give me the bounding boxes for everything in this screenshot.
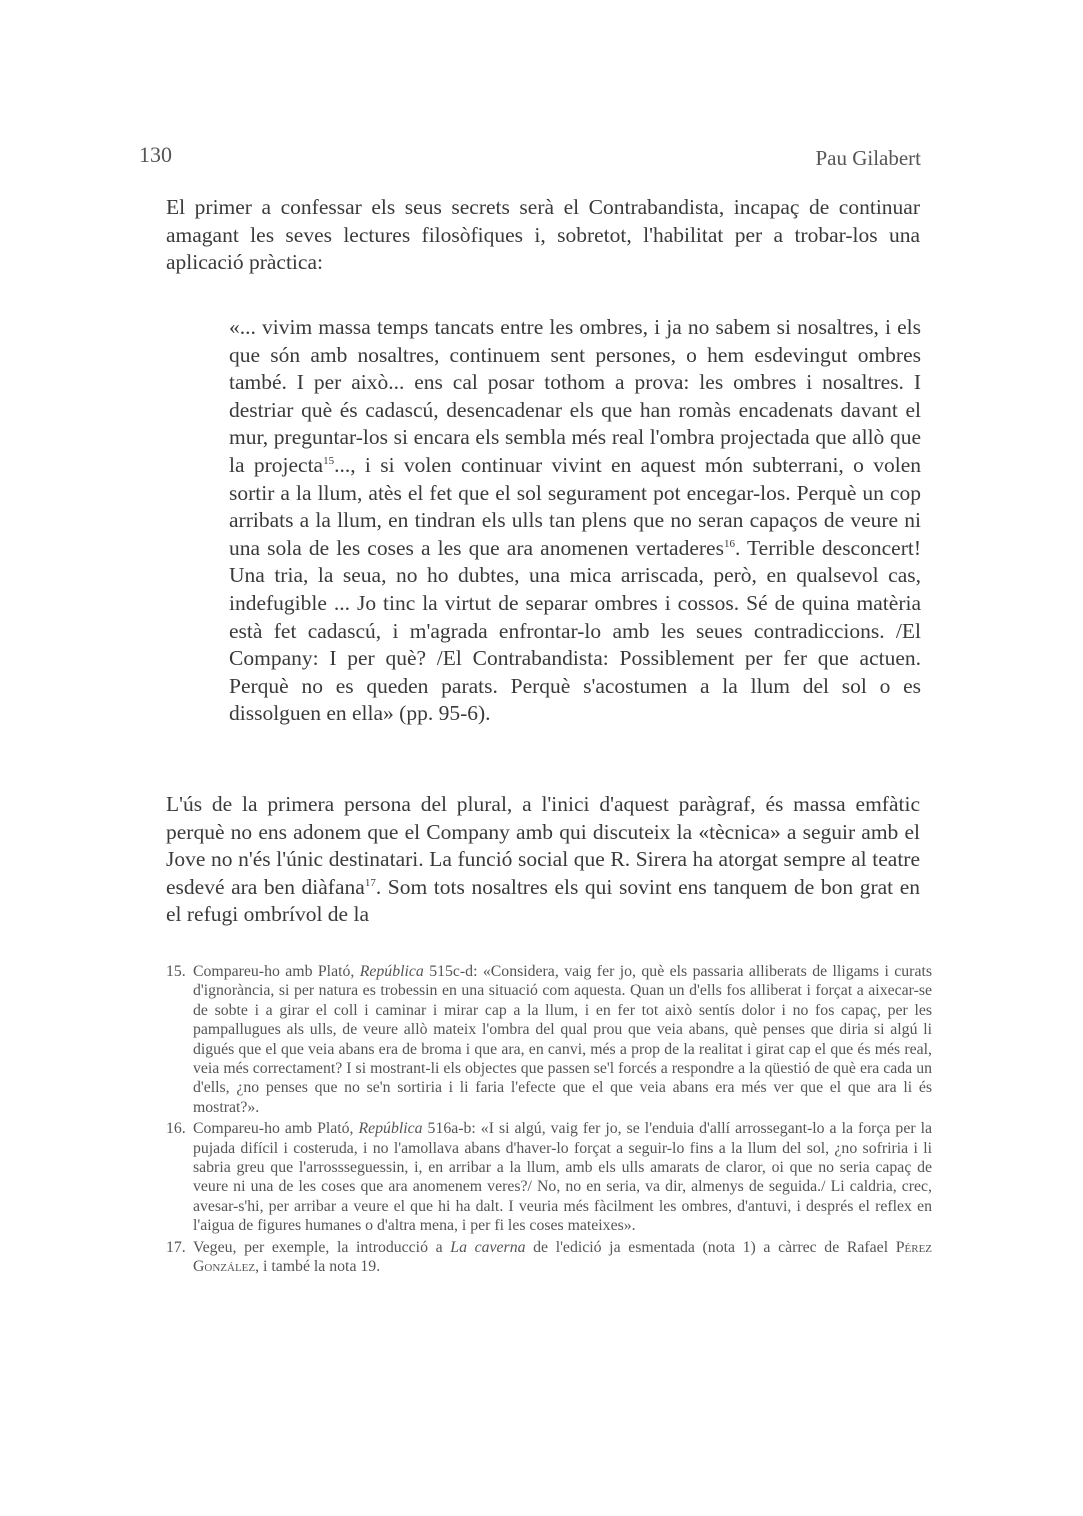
- footnote-text: [193, 962, 932, 1117]
- footnote-17: [166, 1238, 932, 1277]
- page-number: 130: [139, 142, 172, 167]
- quote-text-3: . Terrible desconcert! Una tria, la seua, no ho dubtes, una mica arriscada, però, en qualsevol cas, indefugible ... Jo tinc la virtut de separar ombres i cossos. Sé de quina matèria està fet cadascú, i m'agrada enfrontar-lo amb les seues contradiccions. /El Company: I per què? /El Contrabandista: Possiblement per fer que actuen. Perquè no es queden parats. Perquè s'acostumen a la llum del sol o es dissolguen en ella» (pp. 95-6).: [229, 535, 921, 726]
- block-quote: [229, 314, 921, 728]
- footnote-number: 15.: [166, 963, 186, 980]
- footnote-end: , i també la nota 19.: [255, 1258, 381, 1276]
- body-paragraph: [166, 791, 920, 929]
- footnote-pre: Compareu-ho amb Plató,: [193, 1120, 359, 1138]
- footnote-15: [166, 962, 932, 1117]
- work-title: La caverna: [450, 1238, 526, 1256]
- body-text-1: L'ús de la primera persona del plural, a l'inici d'aquest paràgraf, és massa emfàtic perquè no ens adonem que el Company amb qui discuteix la «tècnica» a seguir amb el Jove no n'és l'únic destinatari. La funció social que R. Sirera ha atorgat sempre al teatre esdevé ara ben diàfana: [166, 792, 920, 899]
- body-text-2: . Som tots nosaltres els qui sovint ens tanquem de bon grat en el refugi ombrívol de la: [166, 874, 921, 926]
- running-head: Pau Gilabert: [815, 146, 921, 170]
- footnote-ref-15[interactable]: 15: [323, 454, 335, 467]
- footnote-pre: Vegeu, per exemple, la introducció a: [193, 1238, 451, 1256]
- intro-paragraph: El primer a confessar els seus secrets serà el Contrabandista, incapaç de continuar amagant les seves lectures filosòfiques i, sobretot, l'habilitat per a trobar-los una aplicació pràctica:: [166, 195, 920, 274]
- footnote-text: [193, 1238, 932, 1277]
- quote-text-1: «... vivim massa temps tancats entre les ombres, i ja no sabem si nosaltres, i els que són amb nosaltres, continuem sent persones, o hem esdevingut ombres també. I per això... ens cal posar tothom a prova: les ombres i nosaltres. I destriar què és cadascú, desencadenar els que han romàs encadenats davant el mur, preguntar-los si encara els sembla més real l'ombra projectada que allò que la projecta: [229, 315, 921, 477]
- quote-text-2: ..., i si volen continuar vivint en aquest món subterrani, o volen sortir a la llum, atès el fet que el sol segurament pot encegar-los. Perquè un cop arribats a la llum, en tindran els ulls tan plens que no seran capaços de veure ni una sola de les coses a les que ara anomenen vertaderes: [229, 452, 921, 560]
- work-title: República: [359, 963, 424, 980]
- footnote-number: 16.: [166, 1120, 186, 1138]
- footnote-post: 516a-b: «I si algú, vaig fer jo, se l'enduia d'allí arrossegant-lo a la força per la pujada difícil i costeruda, i no l'amollava abans d'haver-lo forçat a seguir-lo fins a la llum del sol, ¿no sofriria i li sabria greu que l'arrossseguessin, i, en arribar a la llum, amb els ulls amarats de claror, oi que no seria capaç de veure ni una de les coses que ara anomenem veres?/ No, no en seria, va dir, almenys de seguida./ Li caldria, crec, avesar-s'hi, per arribar a veure el que hi ha dalt. I veuria més fàcilment les ombres, d'antuvi, i després el reflex en l'aigua de figures humanes o d'altra mena, i per fi les coses mateixes».: [193, 1120, 932, 1235]
- footnote-ref-16[interactable]: 16: [723, 537, 735, 550]
- footnote-number: 17.: [166, 1238, 186, 1256]
- author-name: Pérez González: [193, 1238, 933, 1276]
- footnote-post: 515c-d: «Considera, vaig fer jo, què els passaria alliberats de lligams i curats d'ignorància, si per natura es trobessin en una situació com aquesta. Quan un d'ells fos alliberat i forçat a aixecar-se de sobte i a girar el coll i caminar i mirar cap a la llum, i en fer tot això sentís dolor i no fos capaç, per les pampallugues als ulls, de veure allò mateix l'ombra del qual prou que veia abans, què penses que diria si algú li digués que el que veia abans era de broma i que ara, en canvi, més a prop de la realitat i girat cap el que és més real, veia més correctament? I si mostrant-li els objectes que passen se'l forcés a respondre a la qüestió de què era cada un d'ells, ¿no penses que no se'n sortiria i li faria l'efecte que el que veia abans era més ver que el que ara li és mostrat?».: [193, 963, 932, 1116]
- footnote-16: [166, 1119, 932, 1235]
- footnote-ref-17[interactable]: 17: [364, 876, 376, 889]
- footnote-pre: Compareu-ho amb Plató,: [193, 963, 360, 980]
- footnotes: [166, 962, 932, 1277]
- work-title: República: [358, 1120, 423, 1138]
- footnote-text: [193, 1119, 932, 1235]
- footnote-post: de l'edició ja esmentada (nota 1) a càrrec de Rafael: [525, 1238, 896, 1256]
